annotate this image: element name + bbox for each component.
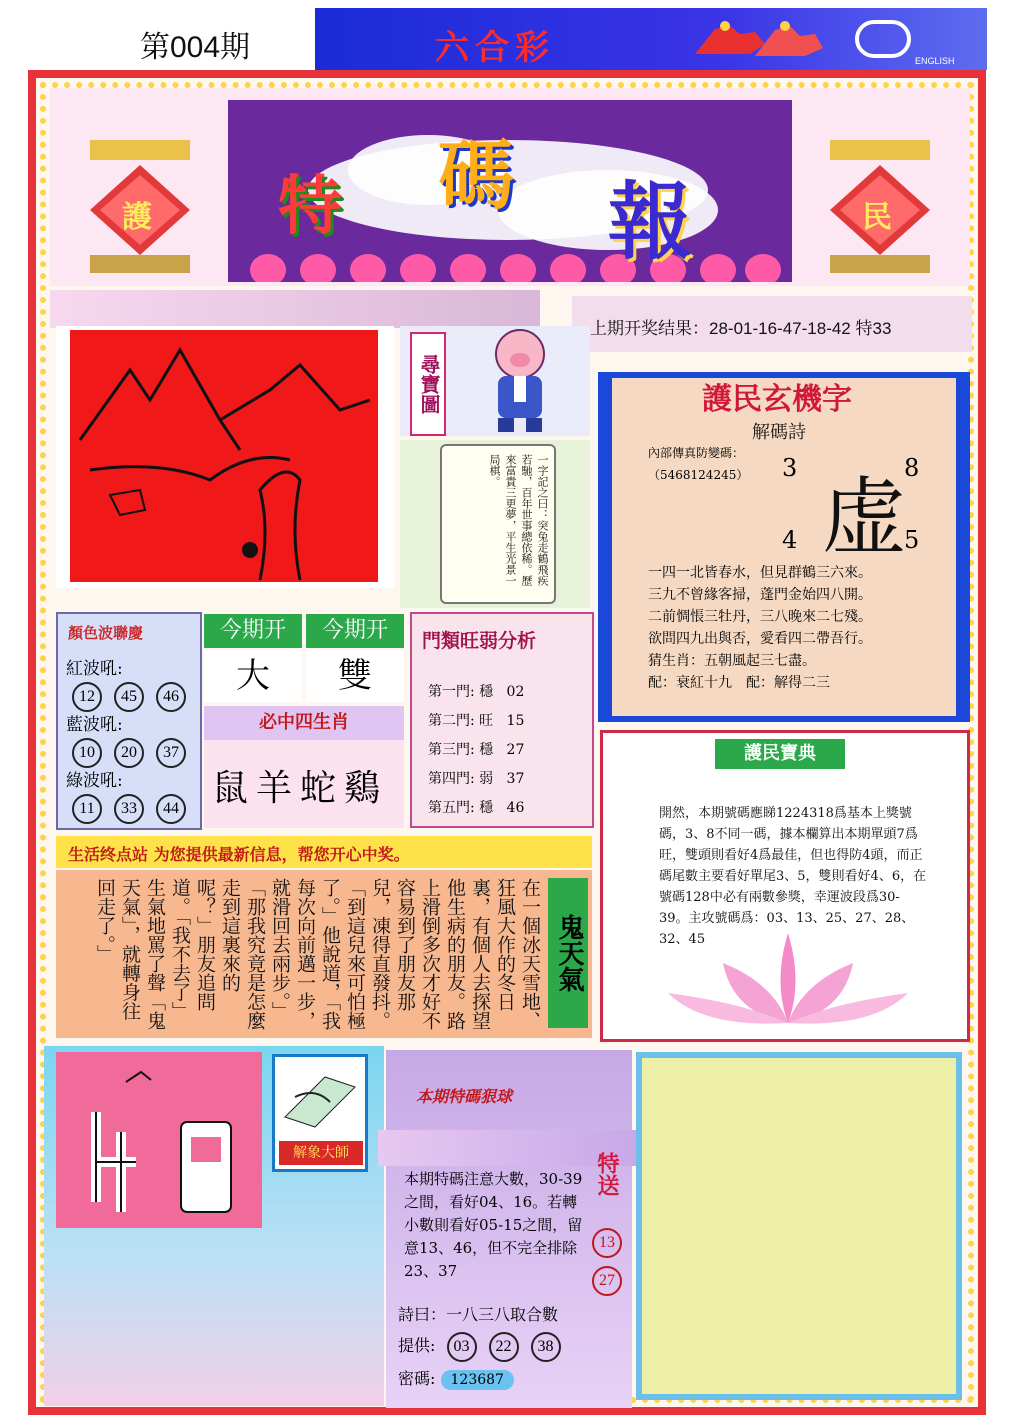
gate-num: 37 xyxy=(506,771,525,787)
banner-center xyxy=(228,100,792,282)
gate-state: 旺 xyxy=(479,713,494,729)
story-title: 鬼天氣 xyxy=(548,878,588,1028)
main-title-char-3: 報 xyxy=(608,172,693,271)
zodiac-animal: 蛇 xyxy=(300,768,345,809)
mountain-drawing-icon xyxy=(70,330,378,582)
gate-num: 02 xyxy=(506,684,525,700)
tema-side-label: 特送 xyxy=(594,1152,620,1196)
gate-name: 第四門: xyxy=(428,771,475,787)
lantern-right-char: 民 xyxy=(862,200,892,235)
jinqi-value-1: 大 xyxy=(204,650,302,702)
wave-num: 10 xyxy=(72,738,102,768)
xuanji-lines xyxy=(648,562,948,694)
provide-num: 03 xyxy=(447,1332,477,1362)
zodiac-animal: 羊 xyxy=(256,768,301,809)
provide-label: 提供: xyxy=(398,1336,436,1355)
gate-state: 穩 xyxy=(479,742,494,758)
tema-side-num: 13 xyxy=(592,1228,622,1258)
scroll-panel xyxy=(400,440,590,608)
wave-num: 45 xyxy=(114,682,144,712)
jinqi-value-2: 雙 xyxy=(306,650,404,702)
tema-side-num: 27 xyxy=(592,1266,622,1296)
lantern-left-char: 護 xyxy=(122,200,152,235)
xuanji-line: 三九不曾緣客掃，蓬門金始四八開。 xyxy=(648,587,872,603)
issue-number: 第004期 xyxy=(140,31,251,64)
blurred-ad-panel xyxy=(636,1052,962,1400)
tema-code xyxy=(398,1366,514,1390)
last-result-text: 上期开奖结果：28-01-16-47-18-42 特33 xyxy=(590,319,892,338)
xuanji-note2: （5468124245） xyxy=(648,468,749,482)
tema-provide xyxy=(398,1332,567,1362)
scroll-paper xyxy=(440,444,556,604)
wave-num: 12 xyxy=(72,682,102,712)
english-link[interactable]: ENGLISH xyxy=(915,56,955,66)
code-value: 123687 xyxy=(441,1370,514,1390)
jinqi-panel xyxy=(204,614,404,702)
treasure-side xyxy=(400,326,590,436)
color-wave-panel xyxy=(56,612,202,830)
blurred-strip xyxy=(50,290,540,328)
story-text: 在一個冰天雪地、狂風大作的冬日裏，有個人去探望他生病的朋友。路上滑倒多次才好不容易到了朋友那兒，凍得直發抖。「到這兒來可怕極了。」他說道，「我每次向前邁一步，就滑回去兩步。」「那我究竟是怎麼走到這裏來的呢？」朋友追問道。「我不去了」生氣地罵了聲「鬼天氣」，就轉身往回走了。」 xyxy=(94,878,541,1030)
xuanji-panel xyxy=(598,372,970,722)
main-title-char-2: 碼 xyxy=(438,131,514,220)
xuanji-line: 二前惆悵三牡丹，三八晚來二七殘。 xyxy=(648,609,872,625)
lantern-left xyxy=(70,110,210,280)
jiexiang-panel xyxy=(272,1054,368,1172)
wave-num: 20 xyxy=(114,738,144,768)
xuanji-line: 一四一北皆春水，但見群鶴三六來。 xyxy=(648,565,872,581)
tema-poem: 詩曰：一八三八取合數 xyxy=(398,1305,559,1324)
zodiac-panel xyxy=(204,706,404,828)
gate-name: 第二門: xyxy=(428,713,475,729)
xuanji-note1: 內部傳真防變碼： xyxy=(648,446,745,460)
gate-num: 27 xyxy=(506,742,525,758)
top-banner xyxy=(315,8,987,70)
jiexiang-label: 解象大師 xyxy=(279,1141,363,1165)
brand-logo-icon xyxy=(855,20,911,58)
issue-header xyxy=(0,0,315,68)
zodiac-title: 必中四生肖 xyxy=(204,706,404,740)
treasure-label: 尋寶圖 xyxy=(410,332,446,436)
gate-state: 弱 xyxy=(479,771,494,787)
top-title: 六合彩 xyxy=(435,28,555,68)
baodian-title: 護民寶典 xyxy=(715,739,845,769)
xuanji-line: 猜生肖：五朝風起三七盡。 xyxy=(648,653,816,669)
wave-num: 44 xyxy=(156,794,186,824)
gate-num: 46 xyxy=(506,800,525,816)
wave-label-blue: 藍波吼: xyxy=(66,715,123,735)
wave-num: 11 xyxy=(72,794,102,824)
wave-num: 33 xyxy=(114,794,144,824)
wave-num: 46 xyxy=(156,682,186,712)
horses-icon xyxy=(685,14,825,64)
life-bar xyxy=(56,836,592,868)
lantern-right xyxy=(810,110,950,280)
xuanji-title: 護民玄機字 xyxy=(702,382,852,417)
gate-rows xyxy=(428,678,584,823)
xuanji-num-tr: 8 xyxy=(904,454,920,482)
zodiac-animal: 鼠 xyxy=(212,768,257,809)
zodiac-animal: 鷄 xyxy=(344,768,389,809)
wave-label-green: 綠波吼: xyxy=(66,771,123,791)
treasure-picture xyxy=(70,330,378,582)
color-wave-title: 顏色波聯慶 xyxy=(68,624,144,642)
gate-state: 穩 xyxy=(479,684,494,700)
pig-mascot-icon xyxy=(460,326,580,436)
jinqi-head-1: 今期开 xyxy=(204,614,302,648)
tema-side-nums xyxy=(592,1228,632,1296)
hands-icon xyxy=(275,1057,365,1137)
xuanji-num-tl: 3 xyxy=(782,454,798,482)
wave-label-red: 紅波吼: xyxy=(66,659,123,679)
provide-num: 38 xyxy=(531,1332,561,1362)
treasure-picture-panel xyxy=(56,326,394,588)
baodian-text: 開然，本期號碼應睇1224318爲基本上獎號碼，3、8不同一碼，據本欄算出本期單頭7爲旺，雙頭則看好4爲最佳，但也得防4頭，而正碼尾數主要看好單尾3、5，雙則看好4、6，在號碼128中必有兩數參獎，幸運波段爲30-39。主攻號碼爲：03、13、25、27、28、32、45 xyxy=(659,806,927,947)
xuanji-num-br: 5 xyxy=(904,526,920,554)
gate-title: 門類旺弱分析 xyxy=(422,630,537,652)
tema-text: 本期特碼注意大數，30-39之間，看好04、16。若轉小數則看好05-15之間，留意13、46，但不完全排除23、37 xyxy=(404,1170,583,1280)
last-result-box xyxy=(572,296,972,352)
gate-num: 15 xyxy=(506,713,525,729)
code-label: 密碼: xyxy=(398,1369,436,1388)
xuanji-inner xyxy=(612,378,956,716)
xuanji-line: 欲問四九出與否，愛看四二帶吾行。 xyxy=(648,631,872,647)
tema-title: 本期特碼狠球 xyxy=(416,1087,513,1106)
gate-panel xyxy=(410,612,594,828)
xuanji-num-bl: 4 xyxy=(782,526,798,554)
xuanji-line: 配：衰紅十九 配：解得二三 xyxy=(648,675,830,691)
story-panel xyxy=(56,870,592,1038)
xuanji-subtitle: 解碼詩 xyxy=(752,422,806,443)
scroll-poem: 一字記之曰：突兔走鶴飛疾若馳，百年世事總依稀。歷來富貴三更夢，平生光景一局棋。 xyxy=(488,454,549,586)
jinqi-head-2: 今期开 xyxy=(306,614,404,648)
main-title-char-1: 特 xyxy=(278,169,342,244)
baodian-panel xyxy=(600,730,970,1042)
tema-panel xyxy=(386,1050,632,1408)
provide-num: 22 xyxy=(489,1332,519,1362)
color-wave-groups xyxy=(66,656,192,824)
wave-num: 37 xyxy=(156,738,186,768)
life-bar-text: 生活终点站 为您提供最新信息，帮您开心中奖。 xyxy=(68,845,410,864)
xuanji-big-char: 虚 xyxy=(822,468,907,566)
number-49-drawing-icon xyxy=(56,1052,262,1228)
gate-name: 第一門: xyxy=(428,684,475,700)
zodiac-animals xyxy=(212,760,388,811)
gate-state: 穩 xyxy=(479,800,494,816)
gate-name: 第五門: xyxy=(428,800,475,816)
gate-name: 第三門: xyxy=(428,742,475,758)
number-picture xyxy=(56,1052,262,1228)
